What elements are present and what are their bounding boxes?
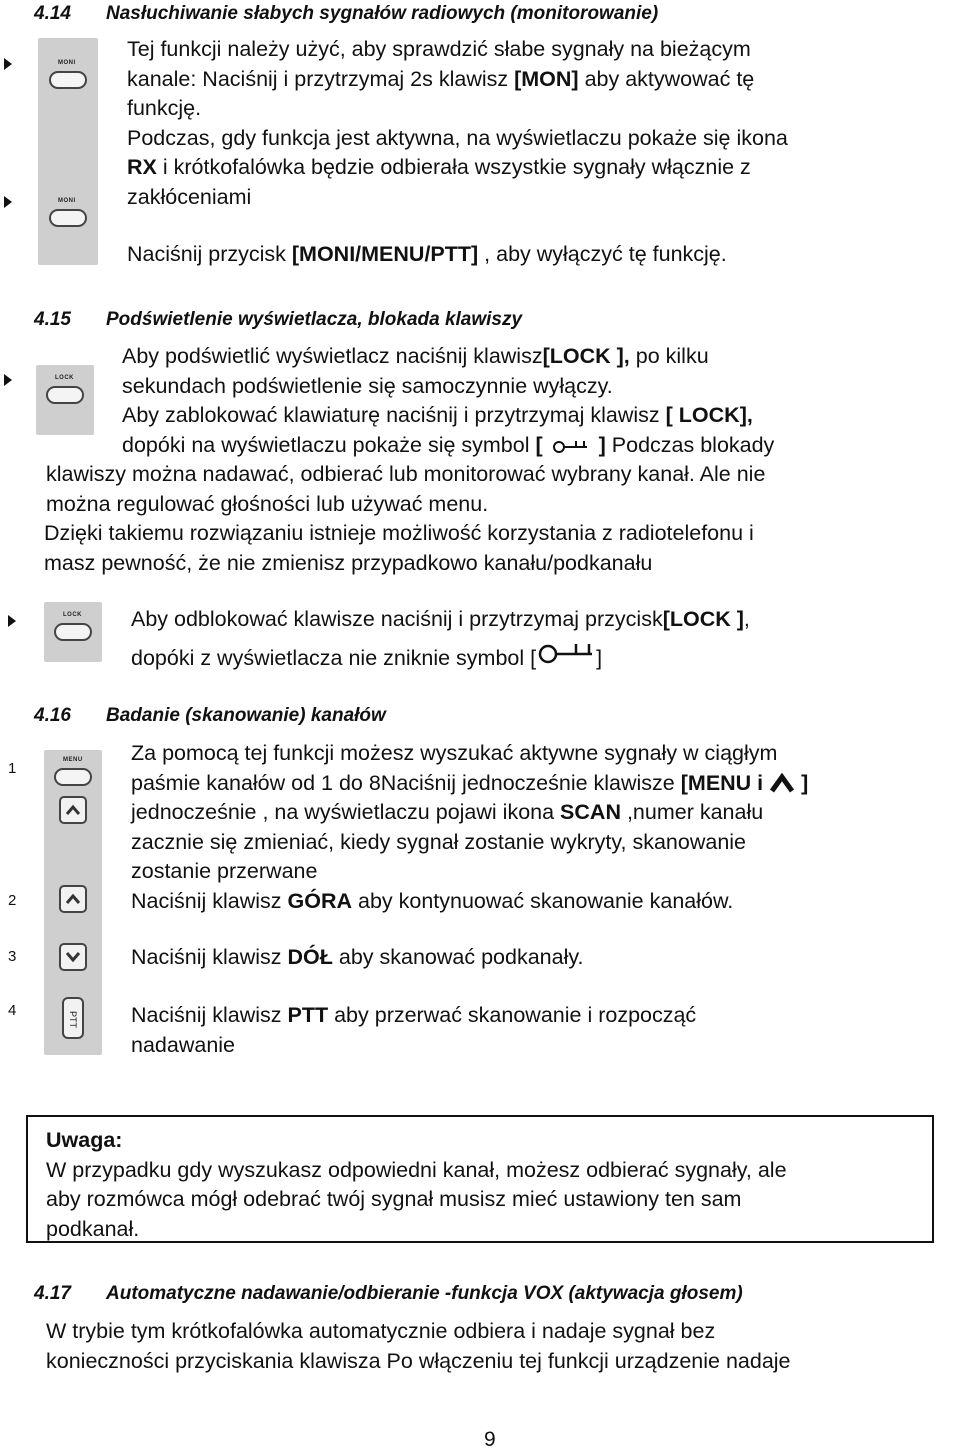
text-line: kanale: Naciśnij i przytrzymaj 2s klawisz [MON] aby aktywować tę (127, 66, 755, 91)
down-button-icon (59, 943, 87, 971)
text-line: konieczności przyciskania klawisza Po włączeniu tej funkcji urządzenie nadaje (46, 1348, 791, 1373)
text-line: jednocześnie , na wyświetlaczu pojawi ikona SCAN ,numer kanału (131, 800, 764, 824)
text-line: paśmie kanałów od 1 do 8Naciśnij jednocześnie klawisze [MENU i ] (131, 770, 809, 795)
scan-keys-illustration (44, 750, 102, 1055)
warning-note-box (26, 1115, 934, 1243)
text-line: funkcję. (127, 96, 202, 120)
text-line: podkanał. (46, 1216, 140, 1241)
section-number: 4.15 (34, 309, 71, 330)
text-line: Naciśnij klawisz PTT aby przerwać skanowanie i rozpocząć (131, 1003, 697, 1027)
text-line: można regulować głośności lub używać menu. (46, 491, 489, 516)
text-line: Naciśnij przycisk [MONI/MENU/PTT] , aby wyłączyć tę funkcję. (127, 242, 727, 266)
ptt-button-icon (62, 997, 84, 1039)
text-line: Tej funkcji należy użyć, aby sprawdzić słabe sygnały na bieżącym (127, 37, 751, 61)
section-title: Nasłuchiwanie słabych sygnałów radiowych (monitorowanie) (106, 3, 659, 24)
up-caret-icon (769, 773, 795, 793)
section-4-16-heading (34, 705, 386, 727)
bullet-arrow-icon (4, 196, 12, 208)
text-line: sekundach podświetlenie się samoczynnie wyłączy. (122, 373, 613, 398)
section-4-15-unlock (131, 605, 750, 673)
section-4-17-heading (34, 1283, 743, 1305)
text-line: dopóki na wyświetlaczu pokaże się symbol [ ] Podczas blokady (122, 432, 775, 457)
text-line: zacznie się zmieniać, kiedy sygnał zostanie wykryty, skanowanie (131, 829, 747, 854)
text-line: Naciśnij klawisz DÓŁ aby skanować podkanały. (131, 945, 584, 969)
section-title: Badanie (skanowanie) kanałów (106, 705, 386, 726)
text-line: Za pomocą tej funkcji możesz wyszukać aktywne sygnały w ciągłym (131, 741, 778, 765)
text-line: Podczas, gdy funkcja jest aktywna, na wyświetlaczu pokaże się ikona (127, 125, 788, 150)
step-number: 3 (8, 948, 17, 965)
moni-key-label: MONI (58, 60, 76, 66)
section-4-15-heading (34, 309, 522, 331)
section-title: Podświetlenie wyświetlacza, blokada klawiszy (106, 309, 523, 330)
section-4-14-heading (34, 3, 658, 25)
step-number: 4 (8, 1002, 17, 1019)
text-line: Aby odblokować klawisze naciśnij i przytrzymaj przycisk[LOCK ], (131, 607, 750, 631)
page-number: 9 (484, 1428, 496, 1451)
text-line: aby rozmówca mógł odebrać twój sygnał musisz mieć ustawiony ten sam (46, 1187, 742, 1211)
text-line: masz pewność, że nie zmienisz przypadkowo kanału/podkanału (44, 550, 653, 575)
lock-key-label: LOCK (55, 375, 74, 381)
menu-button-icon (54, 768, 92, 786)
section-4-14-body (127, 35, 788, 212)
bullet-arrow-icon (4, 58, 12, 70)
text-line: Aby zablokować klawiaturę naciśnij i przytrzymaj klawisz [ LOCK], (122, 403, 753, 427)
text-line: RX i krótkofalówka będzie odbierała wszystkie sygnały włącznie z (127, 155, 751, 179)
text-line: W przypadku gdy wyszukasz odpowiedni kanał, możesz odbierać sygnały, ale (46, 1157, 787, 1182)
section-number: 4.14 (34, 3, 71, 24)
note-title: Uwaga: (46, 1128, 123, 1152)
key-lock-symbol-icon (549, 436, 593, 454)
section-4-17-body (46, 1317, 791, 1376)
bullet-arrow-icon (4, 374, 12, 386)
radio-side-panel-illustration (38, 38, 98, 265)
up-button-icon (59, 885, 87, 913)
up-button-icon (59, 796, 87, 824)
step-number: 1 (8, 760, 17, 777)
moni-key-label: MONI (58, 198, 76, 204)
section-4-15-body-cont (46, 460, 765, 578)
lock-button-icon (54, 623, 92, 641)
section-4-15-body (122, 342, 774, 460)
section-number: 4.16 (34, 705, 71, 726)
menu-key-label: MENU (63, 757, 83, 763)
text-line: W trybie tym krótkofalówka automatycznie odbiera i nadaje sygnał bez (46, 1319, 716, 1343)
lock-key-label: LOCK (63, 612, 82, 618)
ptt-key-label: PTT (68, 1011, 78, 1028)
lock-button-icon (46, 386, 84, 404)
text-line: dopóki z wyświetlacza nie zniknie symbol [ ] (131, 637, 750, 674)
bullet-arrow-icon (8, 615, 16, 627)
text-line: Dzięki takiemu rozwiązaniu istnieje możliwość korzystania z radiotelefonu i (44, 521, 754, 545)
text-line: Aby podświetlić wyświetlacz naciśnij klawisz[LOCK ], po kilku (122, 344, 709, 368)
moni-button-icon (49, 209, 87, 227)
section-number: 4.17 (34, 1283, 71, 1304)
text-line: nadawanie (131, 1032, 236, 1057)
section-4-16-ptt (131, 1001, 696, 1060)
text-line: zakłóceniami (127, 184, 252, 209)
lock-key-illustration (36, 365, 94, 435)
lock-key-illustration (44, 602, 102, 662)
step-number: 2 (8, 892, 17, 909)
key-lock-symbol-icon (536, 637, 596, 667)
text-line: zostanie przerwane (131, 859, 318, 883)
section-4-16-body (131, 739, 808, 916)
text-line: klawiszy można nadawać, odbierać lub monitorować wybrany kanał. Ale nie (46, 462, 766, 486)
moni-button-icon (49, 71, 87, 89)
text-line: Naciśnij klawisz GÓRA aby kontynuować skanowanie kanałów. (131, 888, 734, 913)
section-title: Automatyczne nadawanie/odbieranie -funkcja VOX (aktywacja głosem) (106, 1283, 743, 1304)
